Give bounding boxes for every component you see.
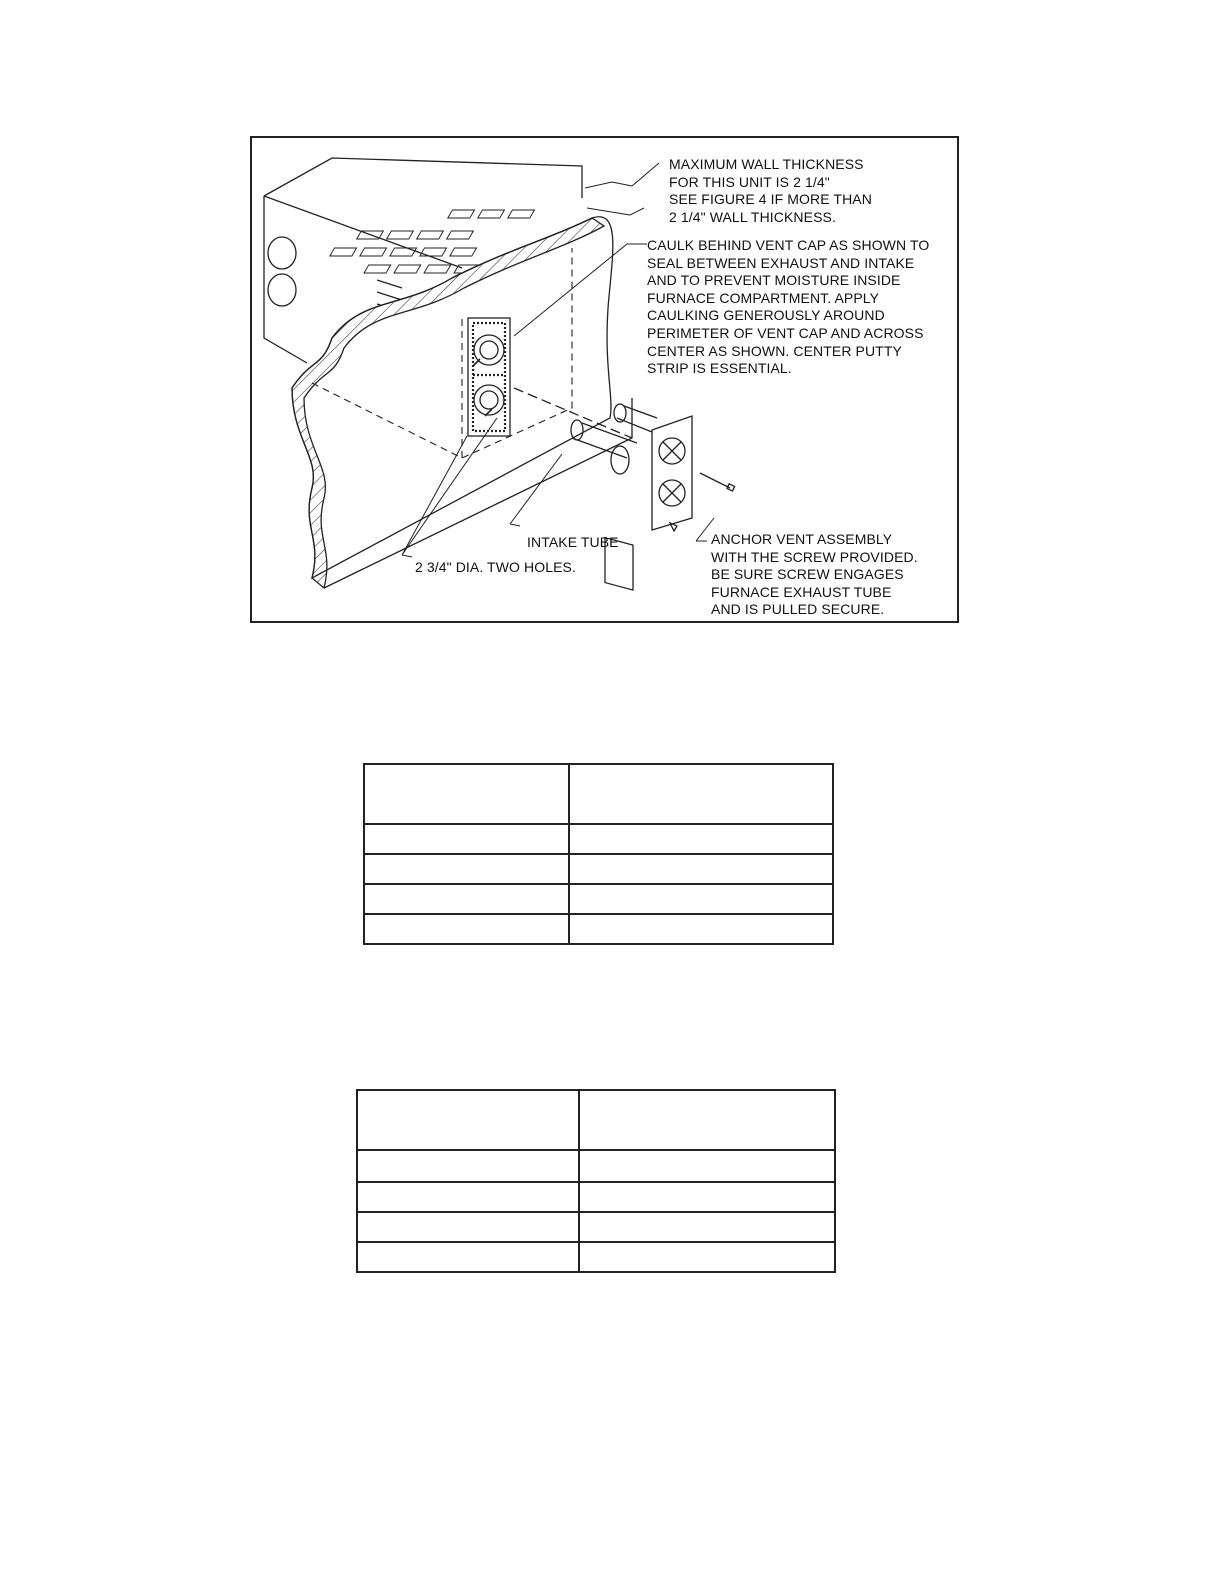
wall-thickness-note-line: 2 1/4" WALL THICKNESS. (669, 208, 836, 225)
blank-table-1 (363, 763, 834, 945)
table-cell (569, 884, 833, 914)
table-cell (357, 1242, 579, 1272)
caulk-note-line: SEAL BETWEEN EXHAUST AND INTAKE (647, 254, 915, 271)
blank-table-2 (356, 1089, 836, 1273)
anchor-note-line: WITH THE SCREW PROVIDED. (711, 548, 918, 565)
vent-cap-gasket (468, 318, 510, 436)
anchor-note-line: AND IS PULLED SECURE. (711, 601, 885, 618)
table-header-row (357, 1090, 835, 1150)
caulk-note (647, 237, 929, 378)
table-row (357, 1212, 835, 1242)
vent-cap-plate (652, 416, 692, 530)
table-row (364, 824, 833, 854)
intake-tube-label: INTAKE TUBE (527, 534, 619, 550)
table-cell (357, 1090, 579, 1150)
table-cell (579, 1242, 835, 1272)
caulk-note-line: CAULK BEHIND VENT CAP AS SHOWN TO (647, 237, 930, 253)
intake-tube-drawing (571, 420, 637, 590)
table-cell (579, 1090, 835, 1150)
table-cell (579, 1150, 835, 1182)
table-cell (569, 854, 833, 884)
table-cell (569, 914, 833, 944)
table-cell (364, 824, 569, 854)
table-row (357, 1242, 835, 1272)
table-cell (357, 1150, 579, 1182)
anchor-note (711, 531, 918, 619)
table-cell (579, 1212, 835, 1242)
installation-figure (250, 136, 959, 623)
holes-label: 2 3/4" DIA. TWO HOLES. (415, 559, 576, 575)
caulk-note-line: CENTER AS SHOWN. CENTER PUTTY (647, 342, 902, 359)
table-cell (364, 914, 569, 944)
table-cell (364, 764, 569, 824)
table-row (364, 884, 833, 914)
table-cell (364, 884, 569, 914)
table-cell (569, 764, 833, 824)
knockout-top (268, 237, 296, 269)
table-row (357, 1182, 835, 1212)
knockout-bottom (268, 274, 296, 306)
wall-thickness-note-line: FOR THIS UNIT IS 2 1/4" (669, 173, 830, 190)
table-header-row (364, 764, 833, 824)
table-row (364, 914, 833, 944)
wall-thickness-note-line: SEE FIGURE 4 IF MORE THAN (669, 191, 872, 208)
anchor-note-line: ANCHOR VENT ASSEMBLY (711, 531, 893, 547)
table-cell (357, 1182, 579, 1212)
table-row (364, 854, 833, 884)
caulk-note-line: AND TO PREVENT MOISTURE INSIDE (647, 272, 901, 289)
anchor-note-line: FURNACE EXHAUST TUBE (711, 583, 892, 600)
exhaust-tube-drawing (614, 404, 657, 432)
furnace-top (264, 158, 582, 198)
wall-thickness-note-line: MAXIMUM WALL THICKNESS (669, 156, 864, 172)
caulk-note-line: FURNACE COMPARTMENT. APPLY (647, 289, 880, 306)
table-cell (579, 1182, 835, 1212)
table-cell (364, 854, 569, 884)
table-row (357, 1150, 835, 1182)
furnace-front (264, 196, 307, 363)
table-cell (357, 1212, 579, 1242)
wall-thickness-note (669, 156, 872, 226)
table-cell (569, 824, 833, 854)
caulk-note-line: STRIP IS ESSENTIAL. (647, 360, 792, 377)
wall-face (292, 217, 613, 578)
caulk-note-line: PERIMETER OF VENT CAP AND ACROSS (647, 324, 924, 341)
anchor-note-line: BE SURE SCREW ENGAGES (711, 566, 904, 583)
caulk-note-line: CAULKING GENEROUSLY AROUND (647, 307, 885, 324)
